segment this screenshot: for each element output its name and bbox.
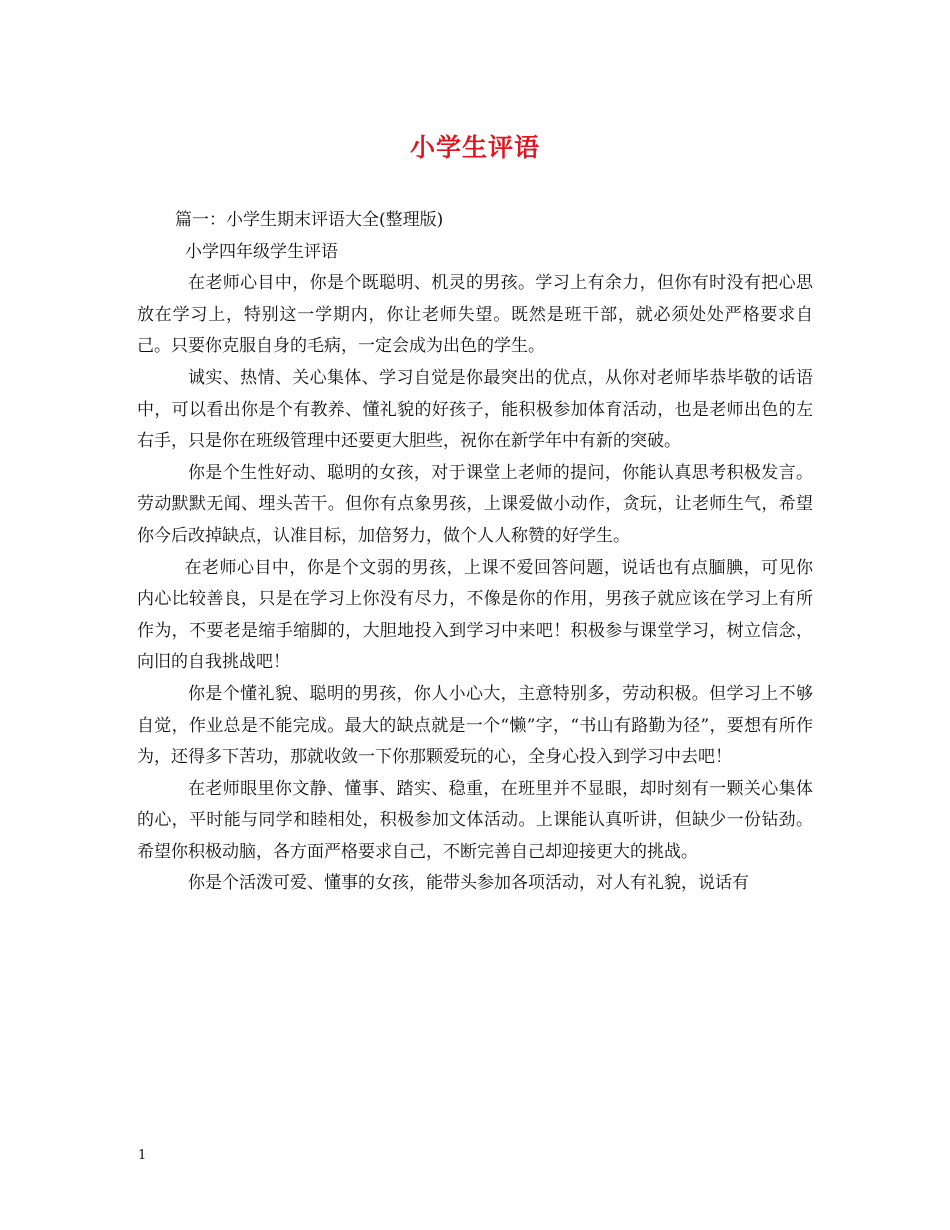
comment-paragraph-6: 在老师眼里你文静、懂事、踏实、稳重，在班里并不显眼，却时刻有一颗关心集体的心，平时能与同学和睦相处，积极参加文体活动。上课能认真听讲，但缺少一份钻劲。希望你积极动脑，各方面严格要求自己，不断完善自己却迎接更大的挑战。 [137,778,813,862]
document-title: 小学生评语 [409,133,540,162]
page-number: 1 [138,1148,147,1163]
comment-paragraph-4: 在老师心目中，你是个文弱的男孩，上课不爱回答问题，说话也有点腼腆，可见你内心比较善良，只是在学习上你没有尽力，不像是你的作用，男孩子就应该在学习上有所作为，不要老是缩手缩脚的，大胆地投入到学习中来吧！积极参与课堂学习，树立信念，向旧的自我挑战吧！ [137,557,813,673]
comment-paragraph-3: 你是个生性好动、聪明的女孩，对于课堂上老师的提问，你能认真思考积极发言。劳动默默无闻、埋头苦干。但你有点象男孩，上课爱做小动作，贪玩，让老师生气，希望你今后改掉缺点，认准目标，加倍努力，做个人人称赞的好学生。 [137,462,813,546]
section-heading: 篇一：小学生期末评语大全(整理版) [175,210,444,230]
comment-paragraph-7: 你是个活泼可爱、懂事的女孩，能带头参加各项活动，对人有礼貌，说话有 [188,873,749,894]
sub-heading: 小学四年级学生评语 [185,241,338,262]
comment-paragraph-1: 在老师心目中，你是个既聪明、机灵的男孩。学习上有余力，但你有时没有把心思放在学习上，特别这一学期内，你让老师失望。既然是班干部，就必须处处严格要求自己。只要你克服自身的毛病，一定会成为出色的学生。 [137,273,813,357]
document-body [137,205,813,900]
comment-paragraph-5: 你是个懂礼貌、聪明的男孩，你人小心大，主意特别多，劳动积极。但学习上不够自觉，作业总是不能完成。最大的缺点就是一个“懒”字，“书山有路勤为径”，要想有所作为，还得多下苦功，那就收敛一下你那颗爱玩的心，全身心投入到学习中去吧！ [137,683,813,768]
comment-paragraph-2: 诚实、热情、关心集体、学习自觉是你最突出的优点，从你对老师毕恭毕敬的话语中，可以看出你是个有教养、懂礼貌的好孩子，能积极参加体育活动，也是老师出色的左右手，只是你在班级管理中还要更大胆些，祝你在新学年中有新的突破。 [137,367,813,452]
